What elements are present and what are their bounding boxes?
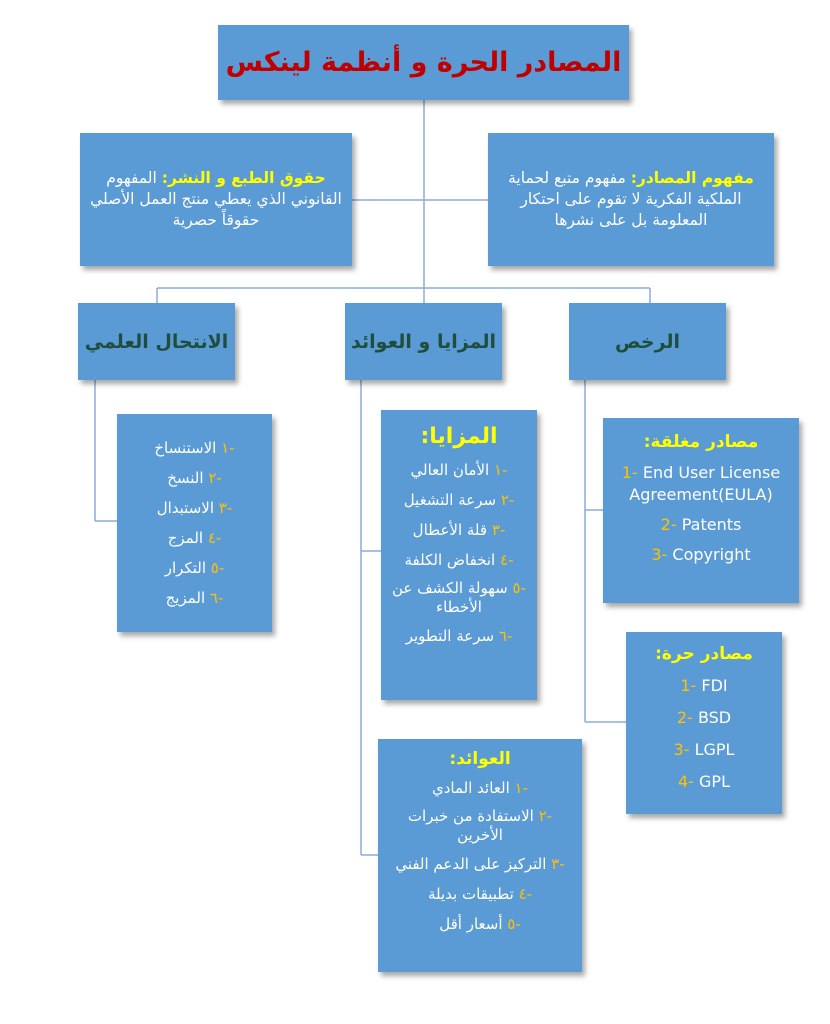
concept-text: مفهوم متبع لحماية الملكية الفكرية لا تقوم على احتكار المعلومة بل على نشرها [508, 169, 742, 229]
benefits-heading: المزايا و العوائد [351, 330, 496, 353]
advantages-title: المزايا: [420, 424, 498, 449]
list-item: 2- BSD [676, 708, 732, 727]
list-item: 3- LGPL [673, 740, 735, 759]
list-item: -١ العائد المادي [431, 779, 529, 797]
plagiarism-branch [78, 303, 235, 380]
list-item: -٢ سرعة التشغيل [403, 491, 515, 509]
list-item: -٥ التكرار [164, 559, 225, 577]
returns-box [378, 739, 582, 972]
diagram-title: المصادر الحرة و أنظمة لينكس [225, 47, 622, 78]
concept-label: مفهوم المصادر: [630, 169, 754, 187]
list-item: -٤ المزج [167, 529, 222, 547]
list-item: -٥ أسعار أقل [439, 915, 521, 933]
list-item: 2- Patents [660, 515, 742, 534]
plagiarism-heading: الانتحال العلمي [84, 330, 229, 353]
list-item: 1- End User License Agreement(EULA) [621, 463, 781, 504]
list-item: 4- GPL [677, 772, 730, 791]
advantages-box [381, 410, 537, 700]
title-box [218, 25, 629, 100]
copyright-box [80, 133, 352, 266]
copyright-label: حقوق الطبع و النشر: [161, 169, 326, 187]
list-item: -٥ سهولة الكشف عن الأخطاء [392, 579, 526, 616]
copyright-paragraph [80, 168, 352, 231]
list-item: -٤ انخفاض الكلفة [404, 551, 514, 569]
list-item: -٦ سرعة التطوير [405, 627, 513, 645]
list-item: -٣ التركيز على الدعم الفني [395, 855, 565, 873]
concept-box [488, 133, 774, 266]
list-item: -١ الأمان العالي [410, 461, 508, 479]
copyright-text: المفهوم القانوني الذي يعطي منتج العمل الأصلي حقوقاً حصرية [90, 169, 342, 229]
list-item: 1- FDI [680, 676, 728, 695]
returns-title: العوائد: [449, 749, 511, 769]
list-item: -٣ الاستبدال [156, 499, 233, 517]
free-sources-title: مصادر حرة: [655, 644, 753, 664]
list-item: -٦ المزيج [165, 589, 224, 607]
benefits-branch [345, 303, 502, 380]
plagiarism-list-box [117, 414, 272, 632]
list-item: 3- Copyright [651, 545, 751, 564]
list-item: -١ الاستنساخ [154, 439, 235, 457]
licenses-branch [569, 303, 726, 380]
free-sources-box [626, 632, 782, 814]
list-item: -٣ قلة الأعطال [412, 521, 506, 539]
closed-sources-box [603, 418, 799, 603]
list-item: -٤ تطبيقات بديلة [427, 885, 533, 903]
concept-paragraph [488, 168, 774, 231]
list-item: -٢ النسخ [167, 469, 222, 487]
list-item: -٢ الاستفادة من خبرات الأخرين [407, 807, 553, 844]
closed-sources-title: مصادر مغلقة: [643, 432, 759, 452]
licenses-heading: الرخص [614, 330, 681, 353]
